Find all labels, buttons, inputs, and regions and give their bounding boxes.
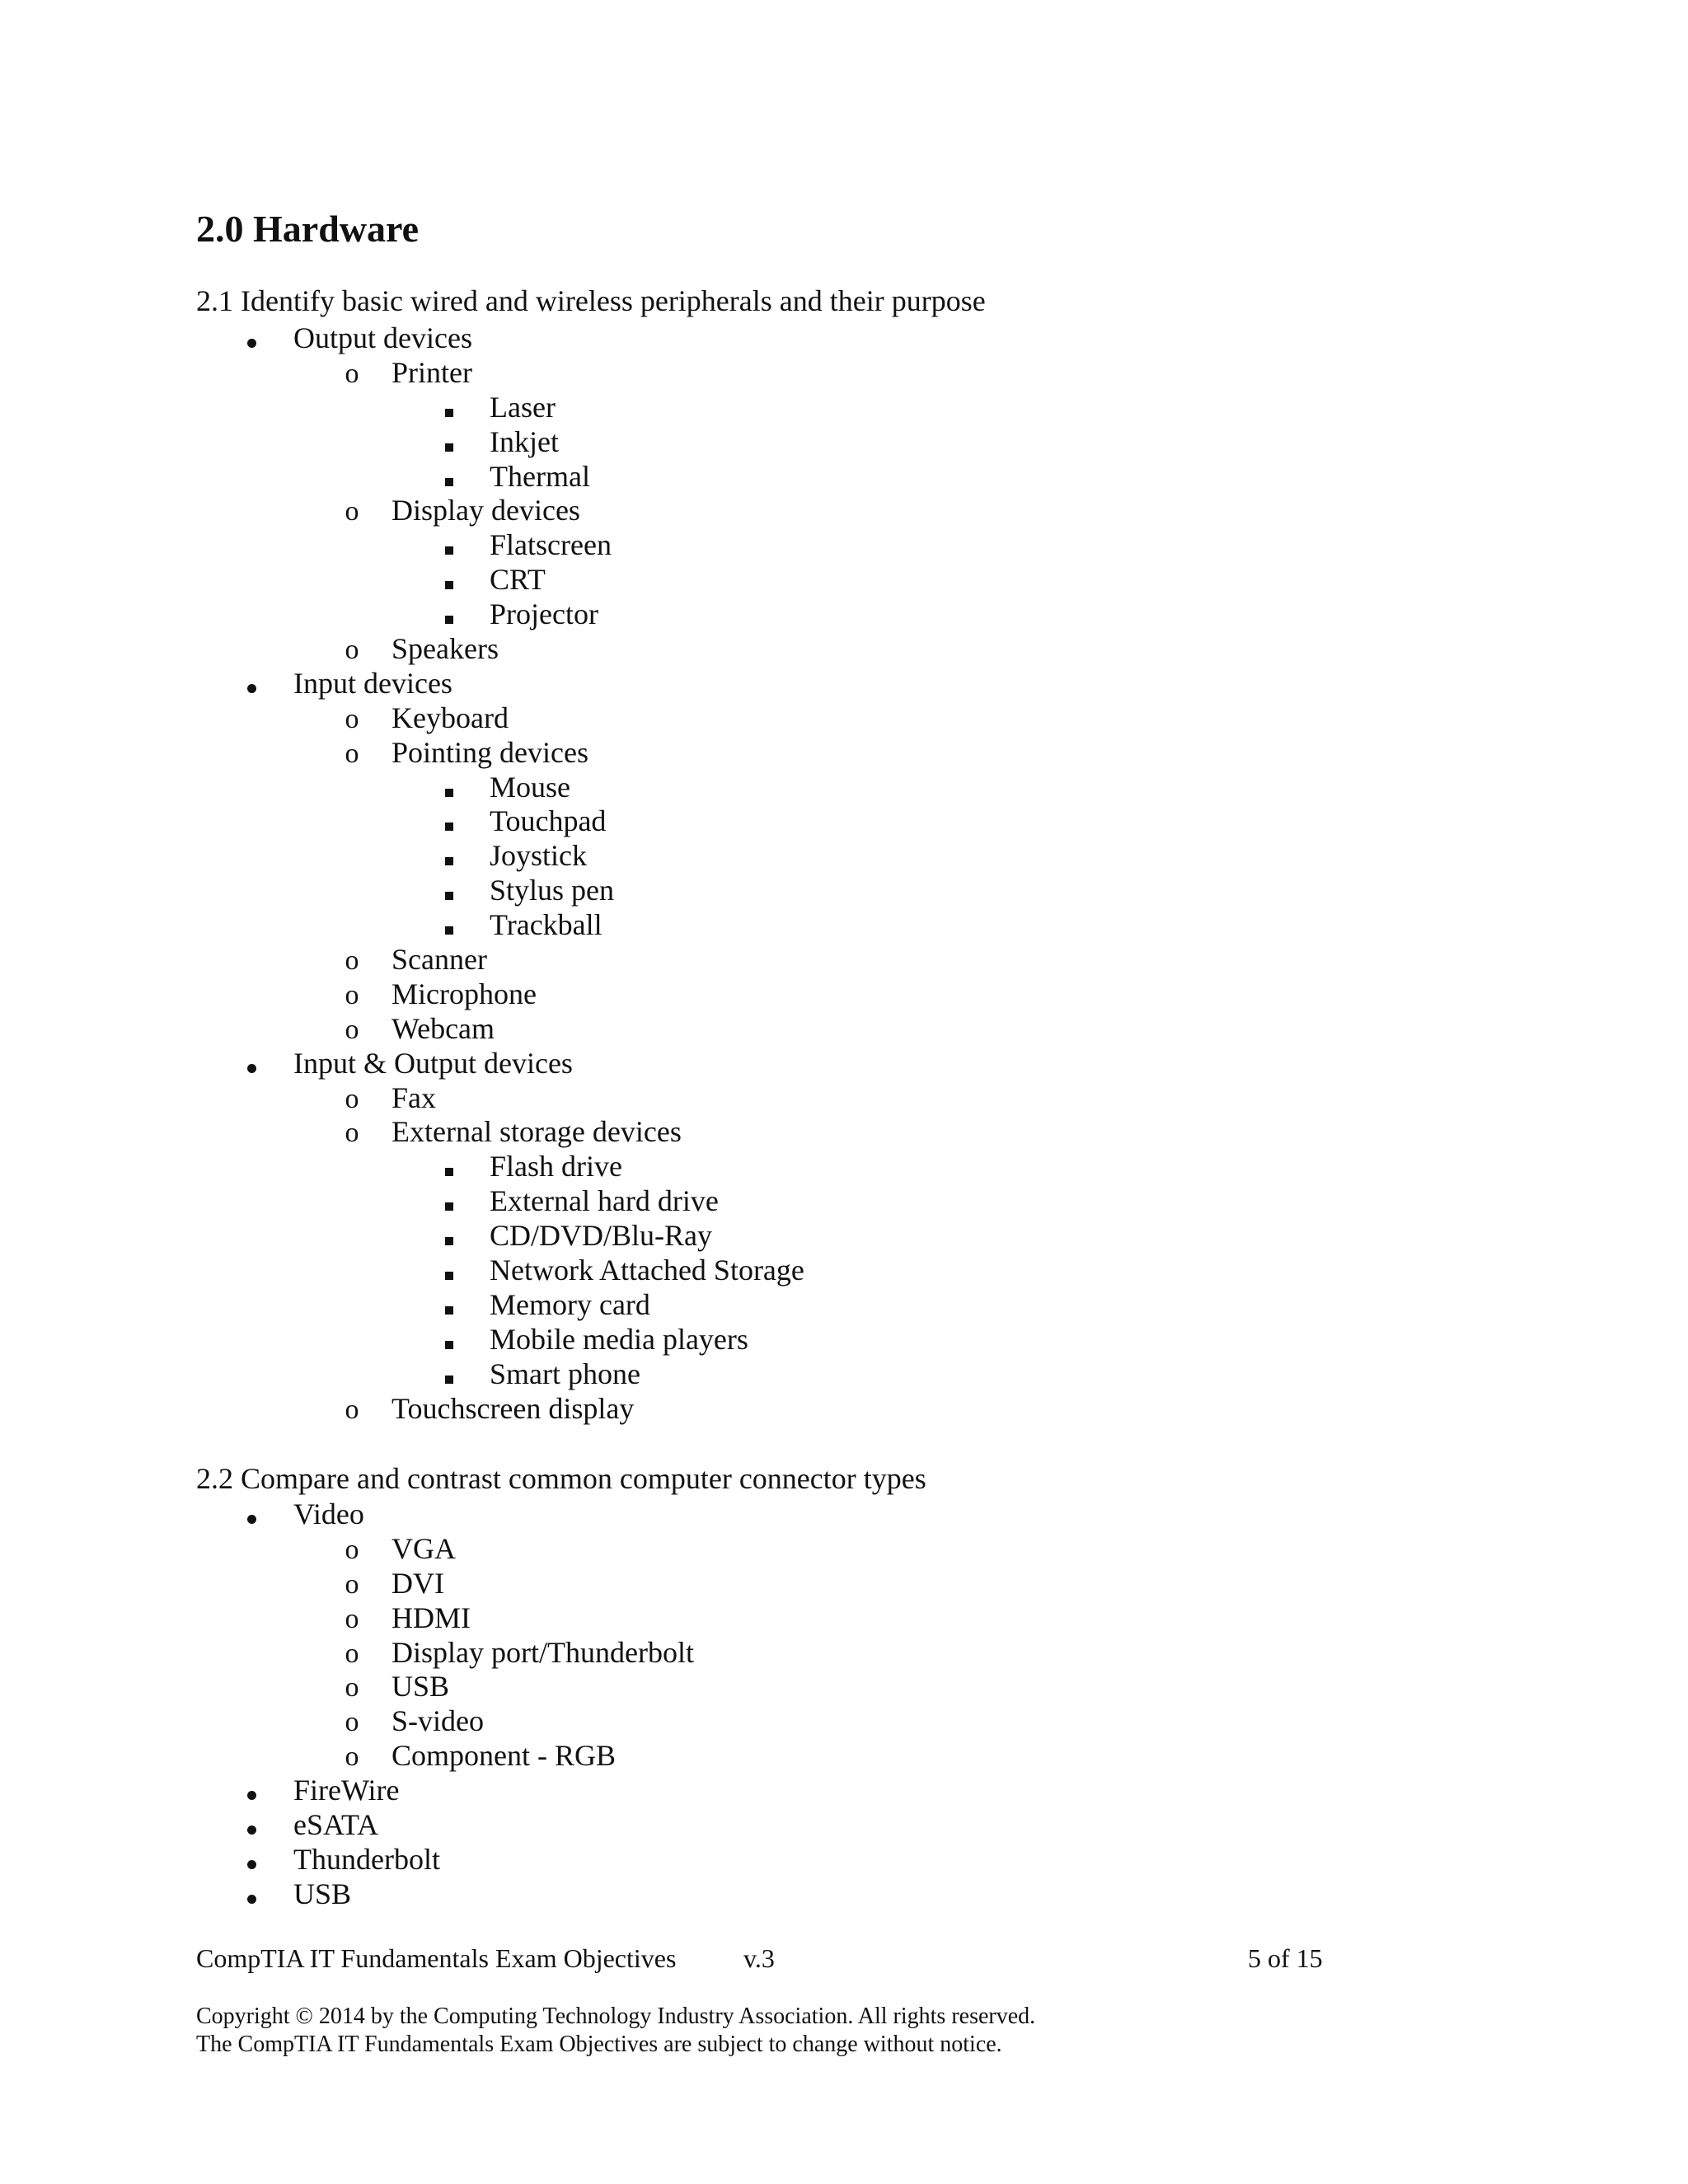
list-item-text: Network Attached Storage [490,1254,804,1287]
bullet-circle-icon: o [345,945,359,977]
list-item-text: Projector [490,598,598,631]
bullet-dot-icon [239,321,264,355]
list-item-text: HDMI [392,1601,471,1634]
bullet-square-icon [437,838,462,873]
list-item-text: USB [392,1670,450,1704]
bullet-square-icon [437,770,462,804]
list-item-text: Pointing devices [392,735,588,769]
bullet-circle-icon: o [345,635,359,666]
bullet-square-icon [437,527,462,562]
list-item-text: Touchscreen display [392,1391,635,1425]
list-item-text: Smart phone [490,1357,640,1390]
bullet-square-icon [437,390,462,424]
bullet-square-icon [437,873,462,907]
bullet-dot-icon [239,1807,264,1842]
list-item-text: Memory card [490,1287,650,1321]
bullet-square-icon [437,1357,462,1391]
list-item-text: Mouse [490,770,570,804]
bullet-circle-icon: o [345,1083,359,1114]
list-item-text: Laser [490,390,556,424]
list-item-text: CRT [490,563,546,597]
list-item-text: Mobile media players [490,1322,748,1356]
list-item-text: Input & Output devices [293,1046,573,1080]
list-item-text: Thunderbolt [293,1842,440,1876]
bullet-dot-icon [239,666,264,701]
bullet-dot-icon [239,1046,264,1080]
copyright-line-1: Copyright © 2014 by the Computing Technology Industry Association. All rights reserved. [196,2004,1036,2029]
list-item-text: External hard drive [490,1184,719,1218]
footer-page-number: 5 of 15 [1248,1943,1323,1973]
bullet-circle-icon: o [345,1534,359,1565]
bullet-circle-icon: o [345,1603,359,1634]
list-item-text: Input devices [293,666,452,700]
bullet-square-icon [437,1287,462,1322]
footer-version: v.3 [743,1943,775,1973]
list-item-text: Inkjet [490,424,559,458]
bullet-circle-icon: o [345,979,359,1010]
list-item-text: S-video [392,1704,484,1738]
list-item-text: Scanner [392,943,487,977]
bullet-dot-icon [239,1497,264,1531]
bullet-square-icon [437,907,462,942]
list-item-text: Trackball [490,908,603,942]
list-item-text: Thermal [490,459,590,493]
bullet-circle-icon: o [345,1638,359,1669]
list-item-text: External storage devices [392,1115,682,1149]
bullet-square-icon [437,1149,462,1183]
list-item-text: Touchpad [490,804,607,838]
list-item-text: FireWire [293,1774,400,1807]
bullet-square-icon [437,459,462,494]
list-item-text: Output devices [293,321,472,354]
bullet-circle-icon: o [345,1707,359,1738]
bullet-square-icon [437,804,462,838]
bullet-circle-icon: o [345,496,359,527]
bullet-dot-icon [239,1842,264,1877]
list-item-text: Printer [392,355,472,389]
bullet-square-icon [437,1218,462,1253]
list-item-text: CD/DVD/Blu-Ray [490,1219,712,1253]
bullet-circle-icon: o [345,1118,359,1149]
list-item-text: Component - RGB [392,1739,617,1773]
bullet-square-icon [437,1322,462,1357]
footer-title: CompTIA IT Fundamentals Exam Objectives [196,1943,677,1973]
bullet-dot-icon [239,1877,264,1911]
list-item-text: Stylus pen [490,874,615,907]
list-item-text: DVI [392,1566,444,1600]
bullet-circle-icon: o [345,1568,359,1600]
page-heading: 2.0 Hardware [196,208,420,250]
bullet-dot-icon [239,1773,264,1807]
list-item-text: Speakers [392,632,499,666]
list-item-text: Webcam [392,1011,495,1045]
list-item-text: Microphone [392,977,537,1010]
section-title-2-2: 2.2 Compare and contrast common computer connector types [196,1462,926,1495]
bullet-square-icon [437,424,462,459]
list-item-text: VGA [392,1531,456,1565]
list-item-text: eSATA [293,1808,379,1842]
bullet-square-icon [437,1183,462,1218]
list-item-text: Keyboard [392,701,509,734]
bullet-circle-icon: o [345,1741,359,1773]
bullet-circle-icon: o [345,1672,359,1704]
bullet-square-icon [437,597,462,631]
bullet-square-icon [437,562,462,597]
list-item-text: Display port/Thunderbolt [392,1635,694,1669]
bullet-circle-icon: o [345,1014,359,1045]
list-item-text: Flatscreen [490,528,612,562]
bullet-circle-icon: o [345,358,359,389]
bullet-circle-icon: o [345,703,359,734]
bullet-circle-icon: o [345,1394,359,1425]
list-item-text: Display devices [392,494,580,527]
bullet-square-icon [437,1253,462,1287]
list-item-text: Joystick [490,839,588,873]
section-title-2-1: 2.1 Identify basic wired and wireless peripherals and their purpose [196,284,986,317]
list-item-text: Flash drive [490,1150,622,1183]
list-item-text: Video [293,1497,364,1530]
list-item-text: Fax [392,1080,436,1114]
list-item-text: USB [293,1877,352,1910]
copyright-line-2: The CompTIA IT Fundamentals Exam Objectives are subject to change without notice. [196,2032,1002,2057]
bullet-circle-icon: o [345,738,359,769]
